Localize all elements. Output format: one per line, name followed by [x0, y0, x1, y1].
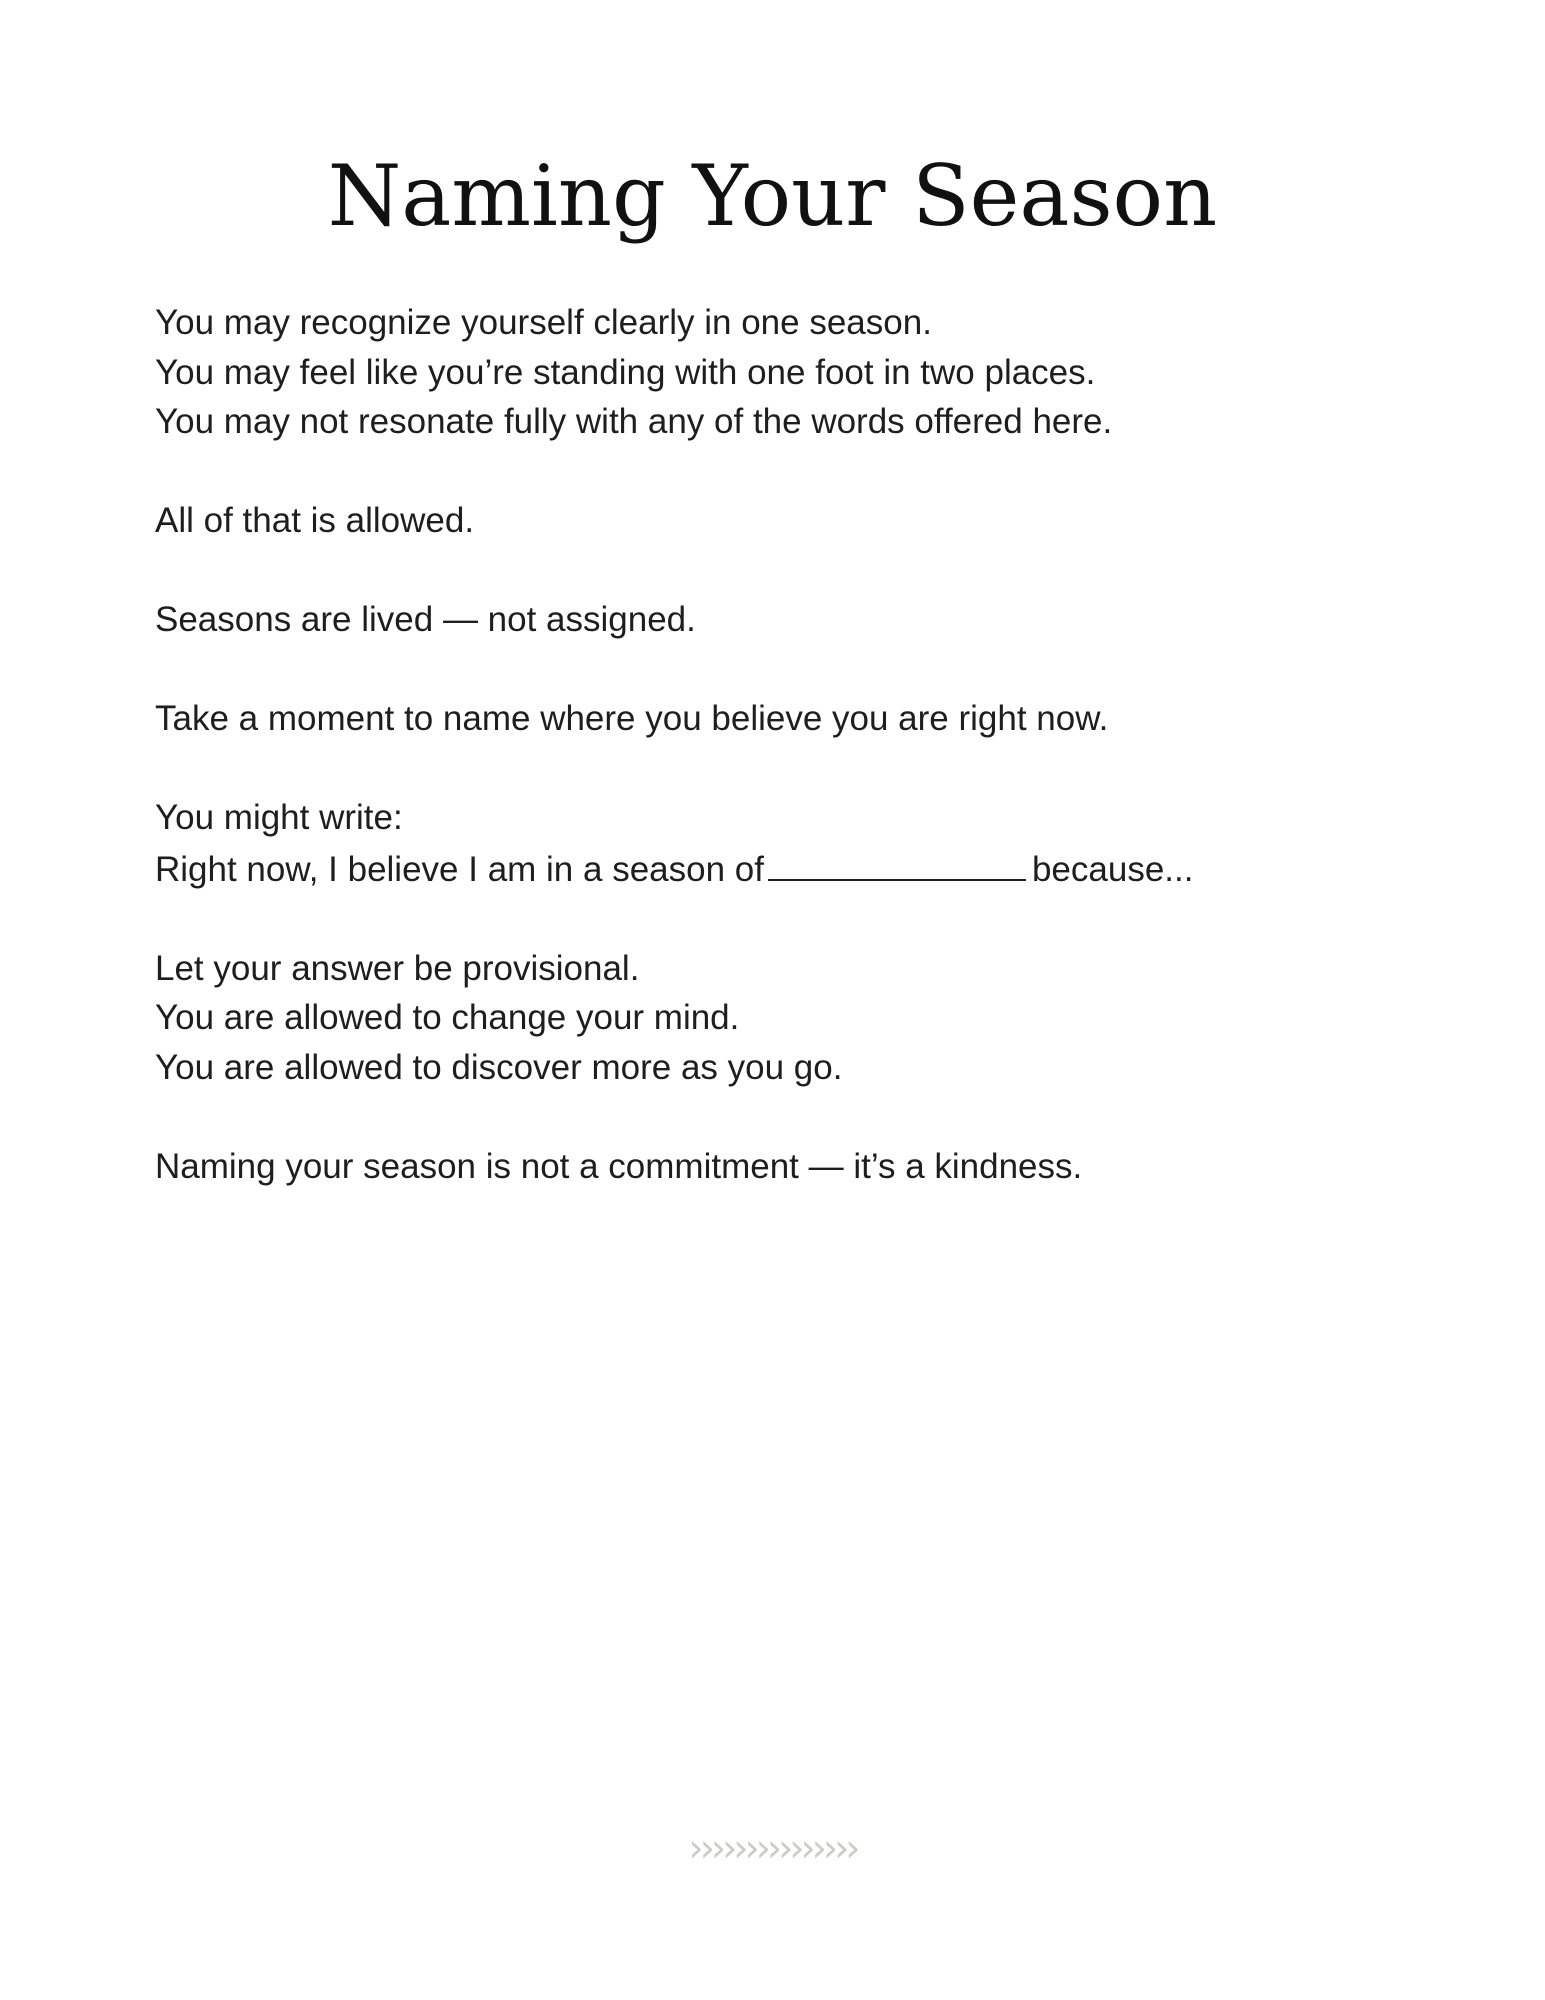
paragraph-prompt: [155, 793, 1415, 894]
text-line: You are allowed to change your mind.: [155, 998, 740, 1037]
text-line: Take a moment to name where you believe you are right now.: [155, 699, 1109, 738]
text-line: You might write:: [155, 798, 403, 837]
text-line: Naming your season is not a commitment — it’s a kindness.: [155, 1146, 1083, 1186]
paragraph-take-moment: [155, 694, 1415, 744]
text-line: You may recognize yourself clearly in one season.: [155, 303, 932, 342]
paragraph-intro: [155, 298, 1415, 447]
prompt-after: because...: [1031, 849, 1194, 889]
text-line: You may not resonate fully with any of the words offered here.: [155, 402, 1113, 441]
text-line: Seasons are lived — not assigned.: [155, 600, 696, 639]
paragraph-seasons: [155, 595, 1415, 645]
blank-line: [768, 843, 1026, 881]
text-line: All of that is allowed.: [155, 501, 475, 540]
text-line: You are allowed to discover more as you go.: [155, 1047, 843, 1087]
fill-in-prompt: [155, 843, 1415, 895]
text-line: Let your answer be provisional.: [155, 948, 640, 988]
text-line: You may feel like you’re standing with one foot in two places.: [155, 352, 1096, 392]
chevron-divider-icon: ›››››››››››››››: [688, 1826, 857, 1870]
body-text: [155, 298, 1415, 1241]
paragraph-kindness: [155, 1142, 1415, 1192]
prompt-before: Right now, I believe I am in a season of: [155, 849, 764, 889]
page-title: Naming Your Season: [327, 147, 1218, 245]
paragraph-provisional: [155, 944, 1415, 1093]
paragraph-allowed: [155, 496, 1415, 546]
